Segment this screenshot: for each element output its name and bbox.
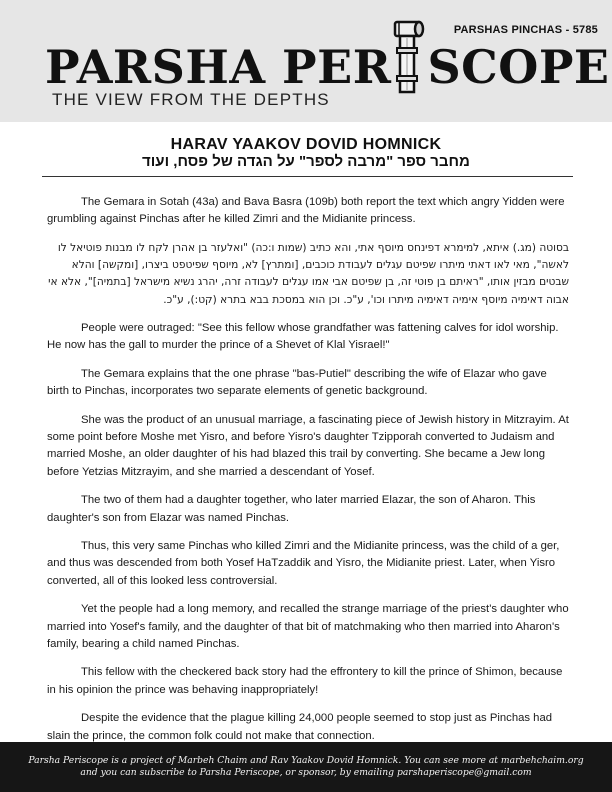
paragraph: She was the product of an unusual marriage, a fascinating piece of Jewish history in Mitzrayim. At some point before Moshe met Yisro, and before Yisro's daughter Tzipporah converted to Judaism and married Moshe, an older daughter of his had blazed this trail by converting. She became a Jew long before Yetzias Mitzrayim, and she married a descendant of Yosef. (47, 414, 569, 478)
paragraph: Yet the people had a long memory, and recalled the strange marriage of the priest's daughter who married into Yosef's family, and the daughter of that bit of matchmaking who then married into Aharon's family, bearing a child named Pinchas. (47, 603, 569, 650)
title-left: PARSHA PER (45, 40, 392, 94)
article-body (47, 194, 569, 756)
paragraph: People were outraged: "See this fellow whose grandfather was fattening calves for idol worship. He now has the gall to murder the prince of a Shevet of Klal Yisrael!" (47, 322, 559, 352)
masthead-title (45, 40, 610, 94)
paragraph: This fellow with the checkered back story had the effrontery to kill the prince of Shimon, because in his opinion the prince was behaving inappropriately! (47, 666, 563, 696)
paragraph: The Gemara explains that the one phrase "bas-Putiel" describing the wife of Elazar who gave birth to Pinchas, incorporates two separate elements of genetic background. (47, 368, 547, 398)
author-name: HARAV YAAKOV DOVID HOMNICK (170, 136, 442, 153)
footer (0, 742, 612, 792)
paragraph: The two of them had a daughter together, who later married Elazar, the son of Aharon. This daughter's son from Elazar was named Pinchas. (47, 494, 536, 524)
tagline: THE VIEW FROM THE DEPTHS (52, 90, 330, 109)
periscope-icon (392, 18, 426, 94)
paragraph: Despite the evidence that the plague killing 24,000 people seemed to stop just as Pinchas had slain the prince, the common folk could not make that connection. (47, 712, 553, 742)
author-description: מחבר ספר "מרבה לספר" על הגדה של פסח, ועוד (142, 153, 470, 170)
footer-line-2: and you can subscribe to Parsha Periscope, or sponsor, by emailing parshaperiscope@gmail.com (80, 767, 532, 778)
footer-line-1: Parsha Periscope is a project of Marbeh Chaim and Rav Yaakov Dovid Homnick. You can see more at marbehchaim.org (28, 755, 584, 766)
hebrew-paragraph: בסוטה (מג.) איתא, למימרא דפינחס מיוסף אתי, והא כתיב (שמות ו:כה) "ואלעזר בן אהרן לקח לו מבנות פוטיאל לו לאשה", מאי לאו דאתי מיתרו שפיטם עגלים לעבודת כוכבים, [ומתרץ] לא, מיוסף שפיטפט ביצרו, [ומקשה] והלא שבטים מבזין אותו, "ראיתם בן פוטי זה, בן שפיטם אבי אמו עגלים לעבודה זרה, יהרג נשיא מישראל [בתמיה]", אלא אי אבוה דאימיה מיוסף אימיה דאימיה מיתרו וכו', ע"כ. וכן הוא במסכת בבא בתרא (קט:), ע"כ. (48, 241, 569, 306)
parshas-label: PARSHAS PINCHAS - 5785 (453, 24, 598, 36)
masthead (0, 0, 612, 122)
paragraph: The Gemara in Sotah (43a) and Bava Basra (109b) both report the text which angry Yidden were grumbling against Pinchas after he killed Zimri and the Midianite princess. (47, 196, 565, 226)
title-right: SCOPE (427, 40, 610, 94)
paragraph: Thus, this very same Pinchas who killed Zimri and the Midianite princess, was the child of a ger, and thus was descended from both Yosef HaTzaddik and Yisro, the Midianite priest. Later, when Yisro converted, all of this looked less controversial. (47, 540, 560, 587)
divider (42, 176, 573, 177)
